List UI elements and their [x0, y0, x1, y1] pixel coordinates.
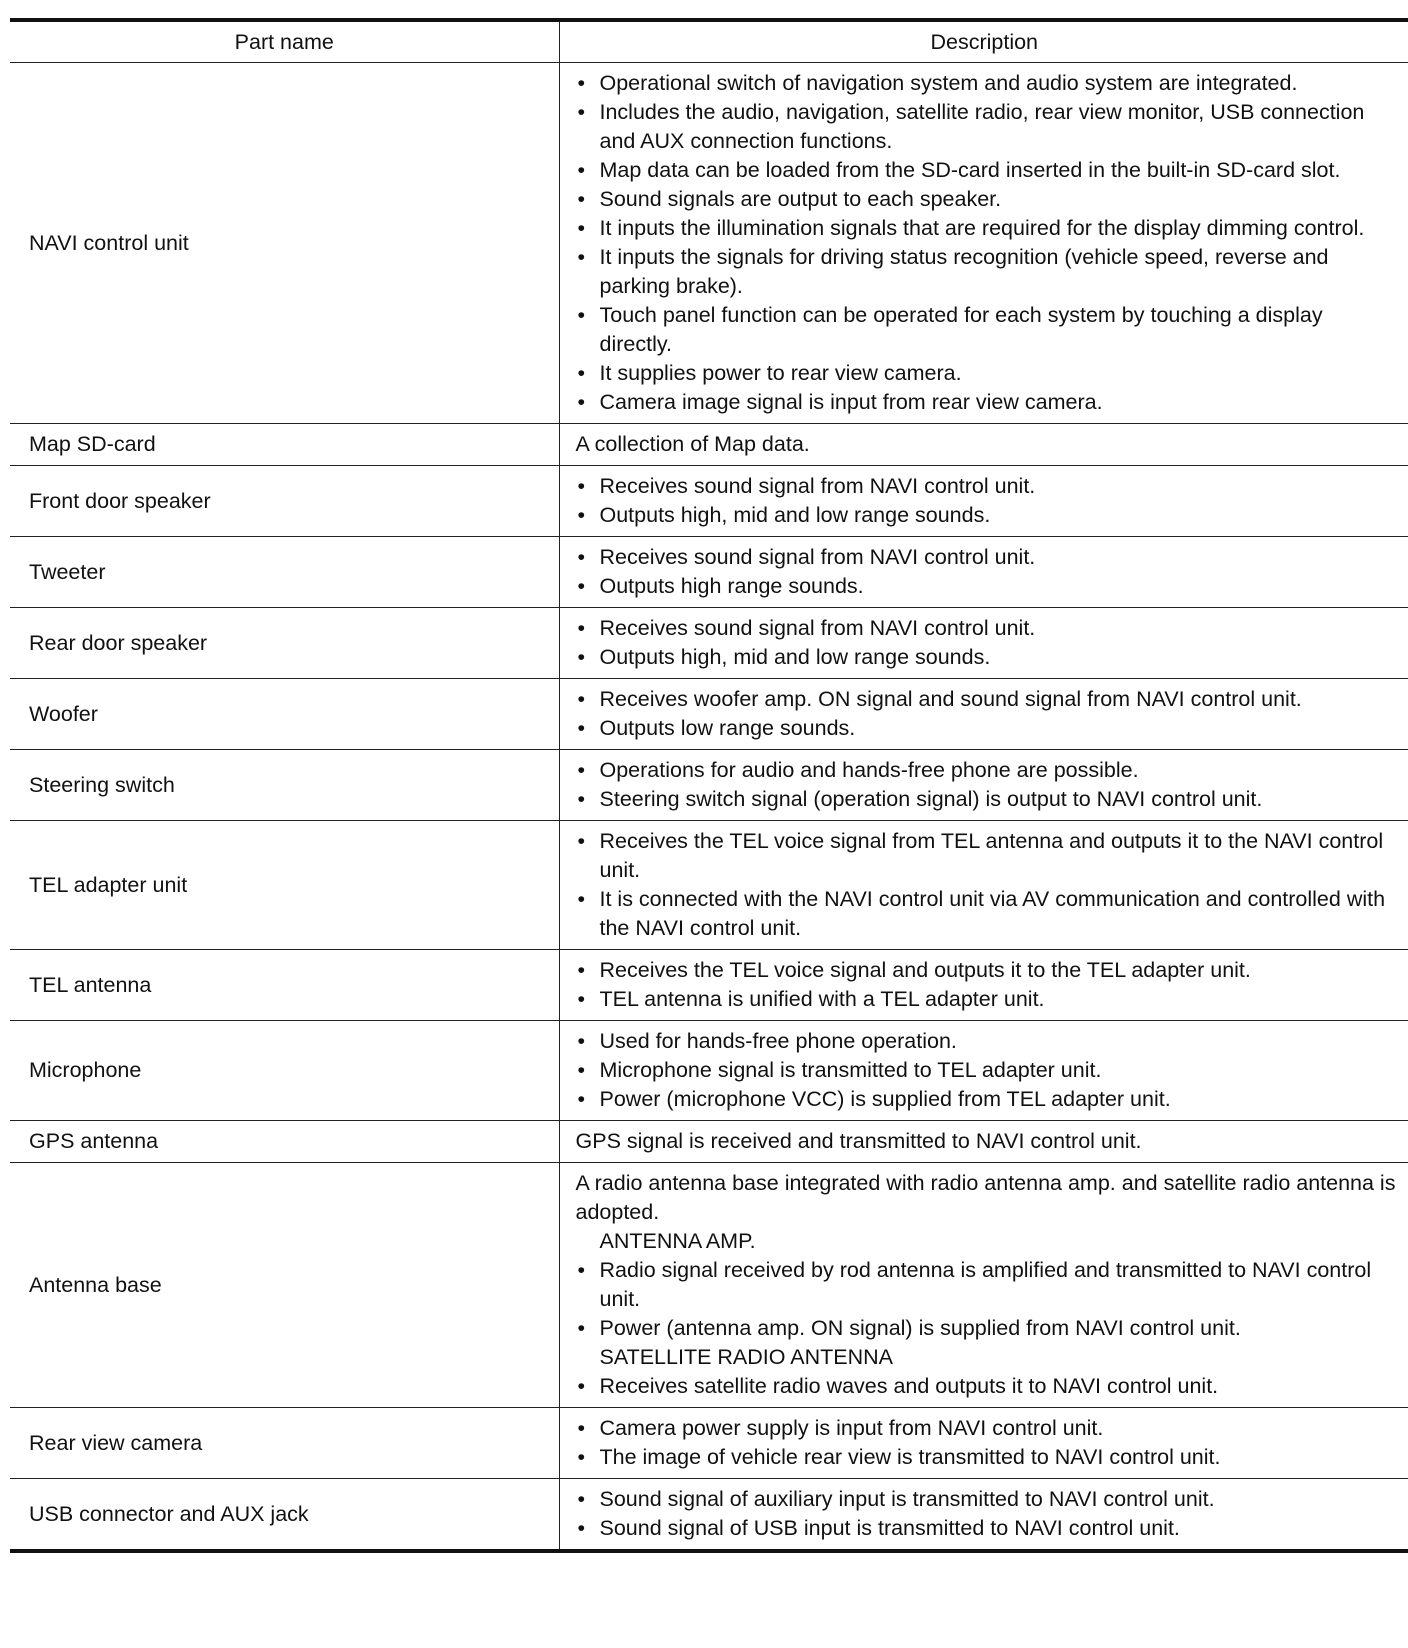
table-row [10, 63, 1408, 424]
table-row [10, 466, 1408, 537]
description-subheading: SATELLITE RADIO ANTENNA [599, 1345, 894, 1369]
column-header-part-name: Part name [10, 20, 559, 63]
description-cell [559, 1021, 1408, 1121]
description-bullet: • Sound signal of auxiliary input is transmitted to NAVI control unit. [576, 1485, 1400, 1514]
part-name-cell: Steering switch [10, 750, 559, 821]
description-bullet: • TEL antenna is unified with a TEL adapter unit. [576, 985, 1400, 1014]
description-bullet: • Receives sound signal from NAVI control unit. [576, 543, 1400, 572]
description-bullet: • Radio signal received by rod antenna is amplified and transmitted to NAVI control unit. [576, 1256, 1400, 1314]
description-cell [559, 63, 1408, 424]
part-name-cell: Rear door speaker [10, 608, 559, 679]
bullet-list [576, 956, 1400, 1014]
table-row [10, 424, 1408, 466]
bullet-list [576, 614, 1400, 672]
bullet-list [576, 1485, 1400, 1543]
description-bullet: • Outputs high, mid and low range sounds. [576, 501, 1400, 530]
description-cell [559, 466, 1408, 537]
document-page [10, 18, 1408, 1553]
description-cell [559, 1121, 1408, 1163]
part-name-cell: TEL antenna [10, 950, 559, 1021]
description-cell [559, 424, 1408, 466]
bullet-list [576, 472, 1400, 530]
bullet-list [576, 685, 1400, 743]
part-name-cell: Front door speaker [10, 466, 559, 537]
description-bullet: • Receives satellite radio waves and outputs it to NAVI control unit. [576, 1372, 1400, 1401]
table-row [10, 750, 1408, 821]
description-bullet: • Operational switch of navigation system and audio system are integrated. [576, 69, 1400, 98]
description-bullet: • It is connected with the NAVI control unit via AV communication and controlled with the NAVI control unit. [576, 885, 1400, 943]
bullet-list [576, 827, 1400, 943]
table-row [10, 1163, 1408, 1408]
bullet-list [576, 1414, 1400, 1472]
bullet-list [576, 69, 1400, 417]
description-bullet: • It supplies power to rear view camera. [576, 359, 1400, 388]
table-header-row [10, 20, 1408, 63]
part-name-cell: Woofer [10, 679, 559, 750]
table-row [10, 608, 1408, 679]
description-bullet: • Map data can be loaded from the SD-card inserted in the built-in SD-card slot. [576, 156, 1400, 185]
description-bullet: • Receives woofer amp. ON signal and sound signal from NAVI control unit. [576, 685, 1400, 714]
part-name-cell: NAVI control unit [10, 63, 559, 424]
description-bullet: • Sound signal of USB input is transmitted to NAVI control unit. [576, 1514, 1400, 1543]
part-name-cell: Antenna base [10, 1163, 559, 1408]
description-bullet: • Includes the audio, navigation, satellite radio, rear view monitor, USB connection and AUX connection functions. [576, 98, 1400, 156]
description-bullet: • It inputs the illumination signals that are required for the display dimming control. [576, 214, 1400, 243]
description-paragraph: A radio antenna base integrated with radio antenna amp. and satellite radio antenna is adopted. [575, 1171, 1396, 1224]
description-bullet: • Operations for audio and hands-free phone are possible. [576, 756, 1400, 785]
description-bullet: • Camera power supply is input from NAVI control unit. [576, 1414, 1400, 1443]
description-cell [559, 950, 1408, 1021]
description-bullet: • It inputs the signals for driving status recognition (vehicle speed, reverse and parking brake). [576, 243, 1400, 301]
description-bullet: • Camera image signal is input from rear view camera. [576, 388, 1400, 417]
part-name-cell: USB connector and AUX jack [10, 1479, 559, 1552]
table-row [10, 537, 1408, 608]
description-bullet: • Outputs high, mid and low range sounds. [576, 643, 1400, 672]
table-row [10, 1479, 1408, 1552]
table-row [10, 821, 1408, 950]
description-paragraph: GPS signal is received and transmitted to NAVI control unit. [575, 1129, 1142, 1153]
description-cell [559, 608, 1408, 679]
description-cell [559, 679, 1408, 750]
table-row [10, 679, 1408, 750]
description-bullet: • Used for hands-free phone operation. [576, 1027, 1400, 1056]
bullet-list [576, 543, 1400, 601]
table-body [10, 63, 1408, 1552]
bullet-list [576, 1027, 1400, 1114]
description-bullet: • Outputs high range sounds. [576, 572, 1400, 601]
part-name-cell: Tweeter [10, 537, 559, 608]
description-bullet: • Receives sound signal from NAVI control unit. [576, 614, 1400, 643]
description-bullet: • Receives the TEL voice signal and outputs it to the TEL adapter unit. [576, 956, 1400, 985]
table-row [10, 1408, 1408, 1479]
description-bullet: • Power (microphone VCC) is supplied from TEL adapter unit. [576, 1085, 1400, 1114]
description-bullet: • Touch panel function can be operated for each system by touching a display directly. [576, 301, 1400, 359]
description-subheading: ANTENNA AMP. [599, 1229, 756, 1253]
column-header-description: Description [559, 20, 1408, 63]
description-paragraph: A collection of Map data. [575, 432, 810, 456]
description-bullet: • Receives sound signal from NAVI control unit. [576, 472, 1400, 501]
description-bullet: • Outputs low range sounds. [576, 714, 1400, 743]
part-name-cell: Microphone [10, 1021, 559, 1121]
bullet-list [576, 1372, 1400, 1401]
description-bullet: • Steering switch signal (operation signal) is output to NAVI control unit. [576, 785, 1400, 814]
part-name-cell: TEL adapter unit [10, 821, 559, 950]
bullet-list [576, 1256, 1400, 1343]
parts-table [10, 18, 1408, 1553]
part-name-cell: Map SD-card [10, 424, 559, 466]
table-row [10, 1021, 1408, 1121]
description-bullet: • Microphone signal is transmitted to TEL adapter unit. [576, 1056, 1400, 1085]
part-name-cell: GPS antenna [10, 1121, 559, 1163]
table-row [10, 950, 1408, 1021]
table-row [10, 1121, 1408, 1163]
bullet-list [576, 756, 1400, 814]
description-cell [559, 750, 1408, 821]
part-name-cell: Rear view camera [10, 1408, 559, 1479]
description-bullet: • Receives the TEL voice signal from TEL antenna and outputs it to the NAVI control unit. [576, 827, 1400, 885]
description-cell [559, 1408, 1408, 1479]
description-bullet: • Power (antenna amp. ON signal) is supplied from NAVI control unit. [576, 1314, 1400, 1343]
description-bullet: • Sound signals are output to each speaker. [576, 185, 1400, 214]
description-cell [559, 1163, 1408, 1408]
description-cell [559, 821, 1408, 950]
description-cell [559, 1479, 1408, 1552]
description-cell [559, 537, 1408, 608]
description-bullet: • The image of vehicle rear view is transmitted to NAVI control unit. [576, 1443, 1400, 1472]
